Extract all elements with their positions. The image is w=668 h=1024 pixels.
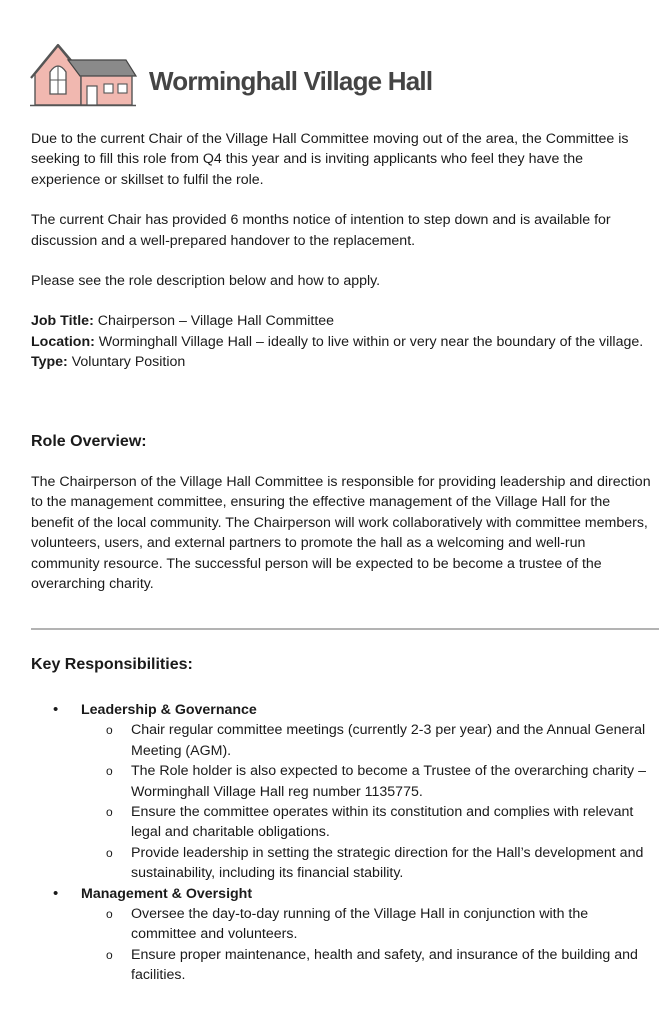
job-title-value: Chairperson – Village Hall Committee xyxy=(93,313,335,330)
page-title: Worminghall Village Hall xyxy=(149,66,433,96)
sub-bullet-icon: o xyxy=(106,947,113,962)
role-overview-section xyxy=(31,432,653,594)
role-overview-heading: Role Overview: xyxy=(31,433,147,450)
list-item-text: Provide leadership in setting the strategic direction for the Hall’s development and sustainability, including its financial stability. xyxy=(131,844,644,882)
location-line xyxy=(31,332,653,352)
sub-bullet-icon: o xyxy=(106,805,113,820)
location-label: Location: xyxy=(31,333,95,350)
list-item xyxy=(81,843,657,884)
group-title: Management & Oversight xyxy=(81,885,253,902)
bullet-icon: • xyxy=(53,884,59,902)
list-item xyxy=(81,761,657,802)
list-item-text: The Role holder is also expected to become a Trustee of the overarching charity – Worminghall Village Hall reg number 1135775. xyxy=(131,763,646,800)
sub-bullet-icon: o xyxy=(106,845,113,860)
responsibility-groups-list xyxy=(31,700,657,986)
list-item-text: Oversee the day-to-day running of the Village Hall in conjunction with the committee and volunteers. xyxy=(131,906,589,943)
list-item-text: Chair regular committee meetings (currently 2-3 per year) and the Annual General Meeting (AGM). xyxy=(131,722,646,759)
list-item xyxy=(81,720,657,761)
group-title: Leadership & Governance xyxy=(81,702,257,718)
list-item-text: Ensure proper maintenance, health and safety, and insurance of the building and facilities. xyxy=(131,946,638,984)
list-item xyxy=(81,945,657,986)
location-value: Worminghall Village Hall – ideally to live within or very near the boundary of the village. xyxy=(94,333,644,350)
type-line xyxy=(31,352,653,372)
group-items-list xyxy=(81,904,657,986)
village-hall-building-icon xyxy=(30,42,138,108)
key-responsibilities-section xyxy=(31,655,657,986)
bullet-icon: • xyxy=(53,701,59,718)
job-title-label: Job Title: xyxy=(31,313,94,330)
letterhead xyxy=(30,42,650,108)
intro-section xyxy=(31,129,653,373)
list-item xyxy=(81,904,657,945)
sub-bullet-icon: o xyxy=(106,723,113,738)
intro-paragraph-3: Please see the role description below and how to apply. xyxy=(31,273,381,290)
role-overview-text: The Chairperson of the Village Hall Committee is responsible for providing leadership and direction to the management committee, ensuring the effective management of the Village Hall for the benefit of the local community. The Chairperson will work collaboratively with committee members, volunteers, users, and external partners to promote the hall as a welcoming and well-run community resource. The successful person will be expected to be become a trustee of the overarching charity. xyxy=(31,474,651,593)
section-divider xyxy=(31,628,659,630)
type-value: Voluntary Position xyxy=(67,354,186,371)
key-responsibilities-heading: Key Responsibilities: xyxy=(31,656,193,673)
responsibility-group xyxy=(31,884,657,986)
intro-paragraph-1: Due to the current Chair of the Village Hall Committee moving out of the area, the Committee is seeking to fill this role from Q4 this year and is inviting applicants who feel they have the experience or skillset to fulfil the role. xyxy=(31,131,629,188)
sub-bullet-icon: o xyxy=(106,764,113,779)
sub-bullet-icon: o xyxy=(106,907,113,922)
job-title-line xyxy=(31,311,653,331)
responsibility-group xyxy=(31,700,657,884)
list-item-text: Ensure the committee operates within its constitution and complies with relevant legal and charitable obligations. xyxy=(131,804,634,841)
intro-paragraph-2: The current Chair has provided 6 months notice of intention to step down and is available for discussion and a well-prepared handover to the replacement. xyxy=(31,212,611,249)
type-label: Type: xyxy=(31,354,68,371)
group-items-list xyxy=(81,720,657,883)
list-item xyxy=(81,802,657,843)
